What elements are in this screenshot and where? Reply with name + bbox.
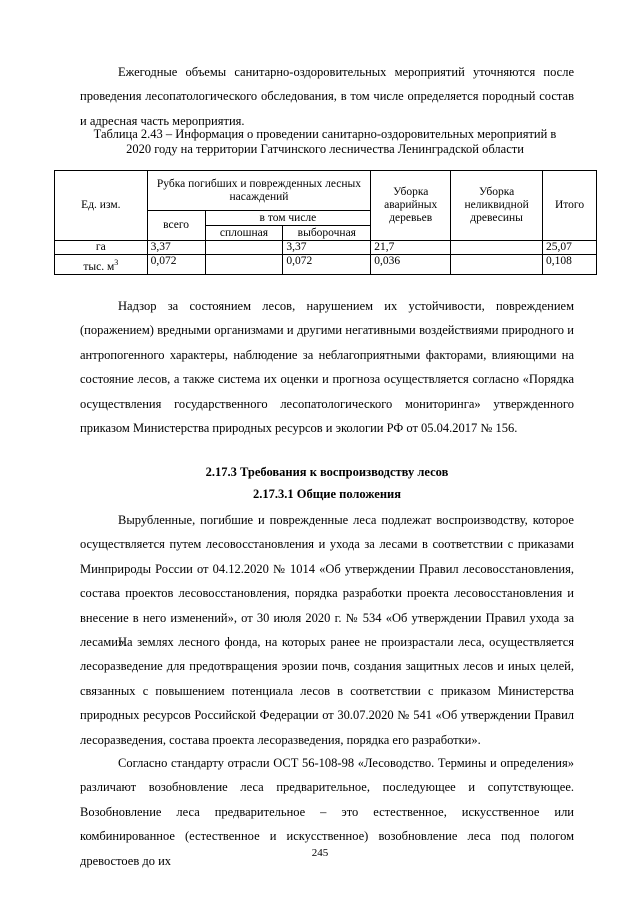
cell-selective: 0,072 [283, 255, 371, 275]
page-number: 245 [311, 847, 329, 859]
intro-paragraph: Ежегодные объемы санитарно-оздоровительных мероприятий уточняются после проведения лесопатологического обследования, в том числе определяется породный состав и адресная часть мероприятия. [80, 65, 574, 128]
body-paragraph: Согласно стандарту отрасли ОСТ 56-108-98 «Лесоводство. Термины и определения» различают возобновление леса предварительное, последующее и сопутствующее. Возобновление леса предварительное – это естественное, искусственное или комбинированное (естественное и искусственное) возобновление леса под пологом древостоев до их [80, 756, 574, 868]
cell-unit: га [55, 241, 148, 255]
cell-clear [205, 241, 283, 255]
header-clear: сплошная [205, 226, 283, 241]
cell-unit [55, 255, 148, 275]
cell-illiquid [451, 255, 543, 275]
table-caption: Таблица 2.43 – Информация о проведении санитарно-оздоровительных мероприятий в 2020 году на территории Гатчинского лесничества Ленинградской области [93, 127, 557, 156]
unit-superscript: 3 [114, 258, 119, 268]
header-emergency: Уборка аварийных деревьев [371, 171, 451, 241]
sanitary-measures-table [54, 170, 597, 275]
unit-text: тыс. м [83, 261, 115, 273]
cell-total-felling: 0,072 [147, 255, 205, 275]
body-paragraph: Вырубленные, погибшие и поврежденные леса подлежат воспроизводству, которое осуществляется путем лесовосстановления и ухода за лесами в соответствии с приказами Минприроды России от 04.12.2020 № 1014 «Об утверждении Правил лесовосстановления, состава проектов лесовосстановления, порядка разработки проекта лесовосстановления и внесение в него изменений», от 30 июля 2020 г. № 534 «Об утверждении Правил ухода за лесами». [80, 513, 574, 650]
header-total-felling: всего [147, 211, 205, 241]
cell-emergency: 0,036 [371, 255, 451, 275]
cell-illiquid [451, 241, 543, 255]
header-including: в том числе [205, 211, 371, 226]
section-heading: 2.17.3 Требования к воспроизводству лесов [205, 465, 449, 479]
body-paragraph: На землях лесного фонда, на которых ранее не произрастали леса, осуществляется лесоразведение для предотвращения эрозии почв, создания защитных лесов и иных целей, связанных с повышением потенциала лесов в соответствии с приказом Министерства природных ресурсов Российской Федерации от 30.07.2020 № 541 «Об утверждении Правил лесоразведения, состава проекта лесоразведения, порядка его разработки». [80, 635, 574, 747]
supervision-paragraph: Надзор за состоянием лесов, нарушением их устойчивости, повреждением (поражением) вредными организмами и другими негативными воздействиями природного и антропогенного характеры, наблюдение за неблагоприятными факторами, влияющими на состояние лесов, а также система их оценки и прогноза осуществляется согласно «Порядка осуществления государственного лесопатологического мониторинга» утвержденного приказом Министерства природных ресурсов и экологии РФ от 05.04.2017 № 156. [80, 299, 574, 436]
header-felling: Рубка погибших и поврежденных лесных насаждений [147, 171, 371, 211]
cell-total: 0,108 [543, 255, 597, 275]
cell-selective: 3,37 [283, 241, 371, 255]
table-row [55, 241, 597, 255]
header-selective: выборочная [283, 226, 371, 241]
cell-emergency: 21,7 [371, 241, 451, 255]
cell-clear [205, 255, 283, 275]
header-unit: Ед. изм. [55, 171, 148, 241]
subsection-heading: 2.17.3.1 Общие положения [252, 487, 401, 501]
header-total: Итого [543, 171, 597, 241]
cell-total-felling: 3,37 [147, 241, 205, 255]
cell-total: 25,07 [543, 241, 597, 255]
header-illiquid: Уборка неликвидной древесины [451, 171, 543, 241]
table-row [55, 255, 597, 275]
